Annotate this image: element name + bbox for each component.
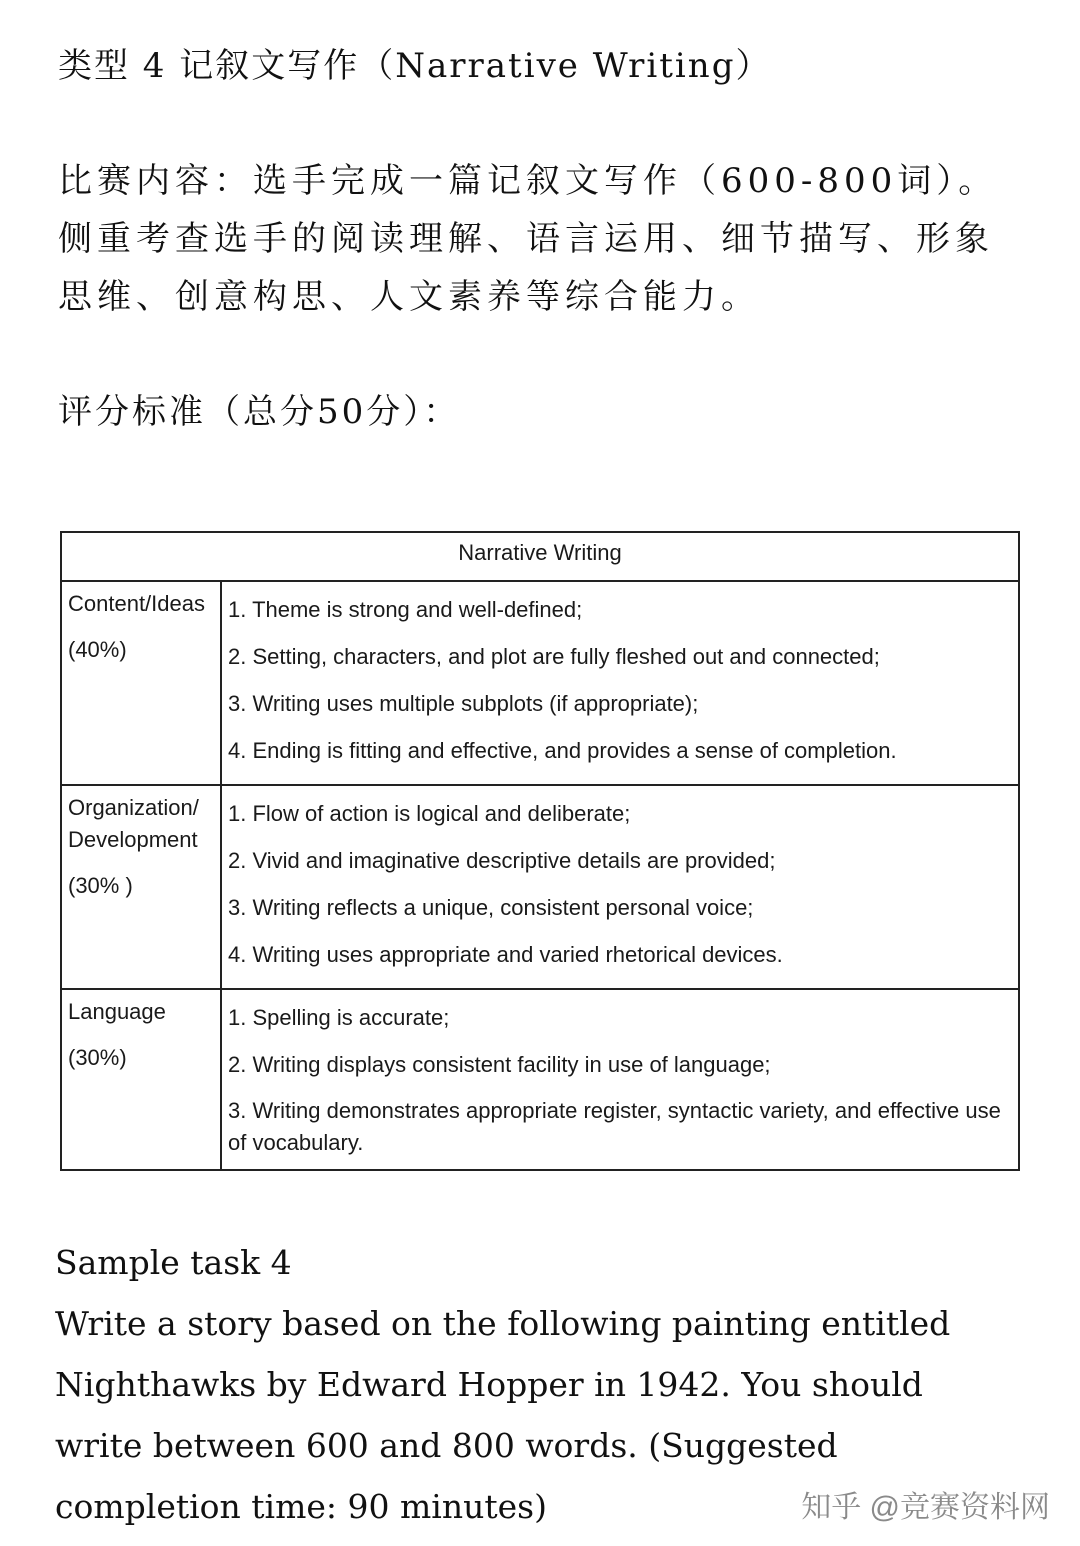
- rubric-row-organization: [61, 785, 1019, 989]
- rubric-category: Organization/ Development: [68, 795, 199, 852]
- rubric-row-language: [61, 989, 1019, 1170]
- rubric-weight: (30% ): [68, 873, 133, 898]
- criterion: 4. Ending is fitting and effective, and provides a sense of completion.: [228, 738, 897, 763]
- criterion: 2. Setting, characters, and plot are fully fleshed out and connected;: [228, 644, 880, 669]
- watermark: 知乎 @竞赛资料网: [801, 1491, 1050, 1524]
- criterion: 1. Spelling is accurate;: [228, 1005, 450, 1030]
- criterion: 3. Writing reflects a unique, consistent personal voice;: [228, 895, 754, 920]
- competition-description: 比赛内容：选手完成一篇记叙文写作（600-800词）。侧重考查选手的阅读理解、语言运用、细节描写、形象思维、创意构思、人文素养等综合能力。: [58, 161, 998, 317]
- section-heading: 类型 4 记叙文写作（Narrative Writing）: [58, 46, 772, 86]
- rubric-title: Narrative Writing: [61, 532, 1019, 581]
- rubric-table: [60, 531, 1020, 1171]
- rubric-category: Content/Ideas: [68, 591, 205, 616]
- sample-task-text: Write a story based on the following painting entitled Nighthawks by Edward Hopper in 1942. You should write between 600 and 800 words. (Suggested completion time: 90 minutes): [55, 1304, 951, 1526]
- rubric-weight: (40%): [68, 637, 127, 662]
- criterion: 3. Writing uses multiple subplots (if appropriate);: [228, 691, 699, 716]
- criterion: 2. Writing displays consistent facility in use of language;: [228, 1052, 771, 1077]
- criterion: 1. Theme is strong and well-defined;: [228, 597, 583, 622]
- criterion: 3. Writing demonstrates appropriate register, syntactic variety, and effective use of vocabulary.: [228, 1098, 1001, 1155]
- criterion: 4. Writing uses appropriate and varied rhetorical devices.: [228, 942, 783, 967]
- scoring-title: 评分标准（总分50分）：: [58, 392, 461, 432]
- criterion: 1. Flow of action is logical and deliberate;: [228, 801, 631, 826]
- sample-task-title: Sample task 4: [55, 1243, 292, 1282]
- rubric-weight: (30%): [68, 1045, 127, 1070]
- rubric-category: Language: [68, 999, 166, 1024]
- rubric-row-content: [61, 581, 1019, 785]
- criterion: 2. Vivid and imaginative descriptive details are provided;: [228, 848, 776, 873]
